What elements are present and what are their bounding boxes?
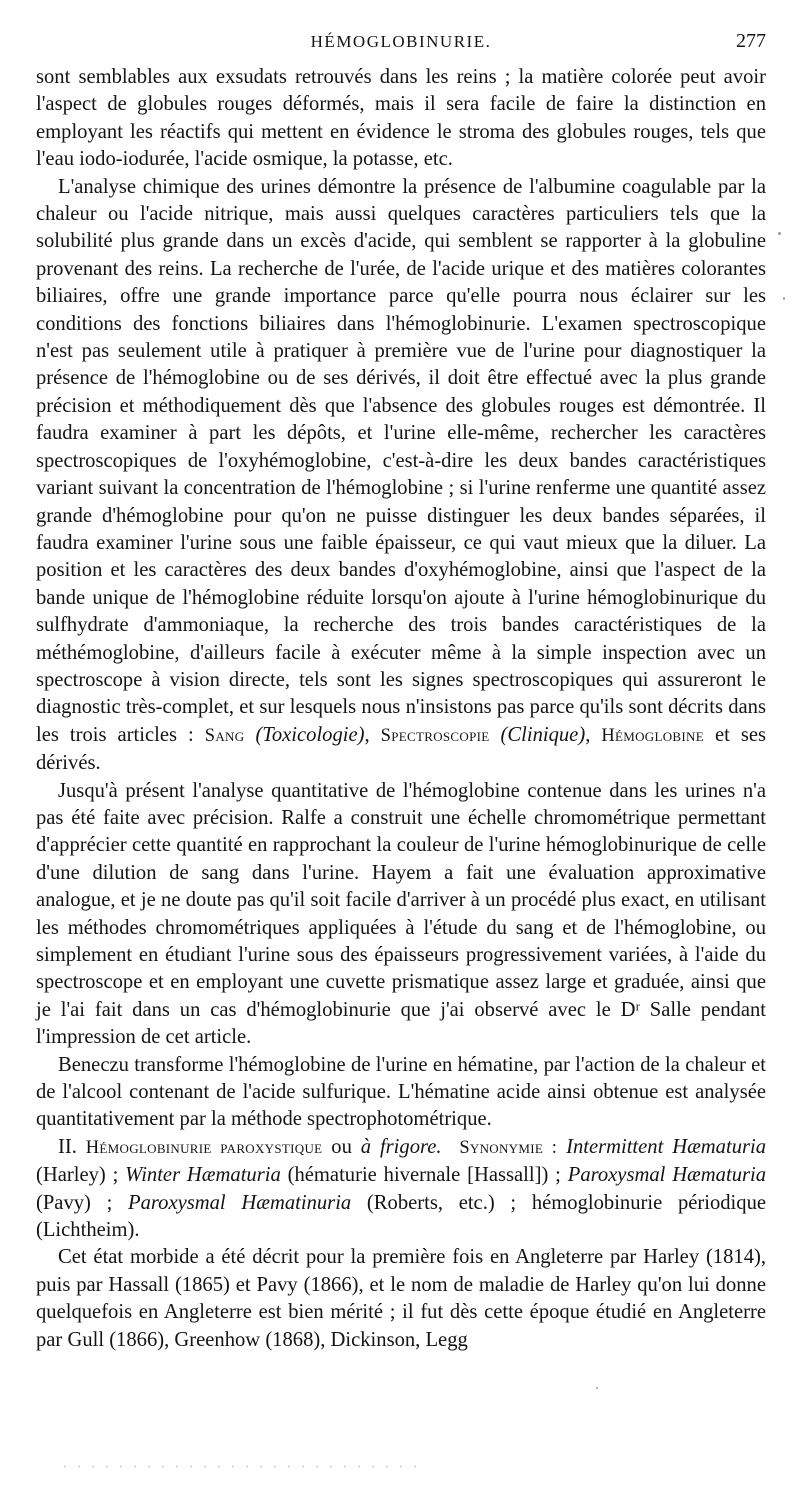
- synonymy-label: Synonymie :: [459, 1137, 558, 1158]
- paragraph-text: et ses dérivés.: [36, 723, 767, 775]
- paragraph-history: Cet état morbide a été décrit pour la première fois en Angleterre par Harley (1814), puis par Hassall (1865) et Pavy (1866), et le nom de maladie de Harley qu'on lui donne quelquefois en Angleterre est bien mérité ; il fut dès cette époque étudié en Angleterre par Gull (1866), Greenhow (1868), Dickinson, Legg: [36, 1246, 766, 1351]
- synonym-source: (Harley) ;: [36, 1164, 126, 1187]
- paragraph-beneczu: Beneczu transforme l'hémoglobine de l'urine en hématine, par l'action de la chaleur et de l'alcool contenant de l'acide sulfurique. L'hématine acide ainsi obtenue est analysée quantitativement par la méthode spectrophotométrique.: [36, 1053, 766, 1131]
- paragraph-quantitative-analysis: Jusqu'à présent l'analyse quantitative de l'hémoglobine contenue dans les urines n'a pas été faite avec précision. Ralfe a construit une échelle chromométrique permettant d'apprécier cette quantité en rapprochant la couleur de l'urine hémoglobinurique de celle d'une dilution de sang dans l'urine. Hayem a fait une évaluation approximative analogue, et je ne doute pas qu'il soit facile d'arriver à un procédé plus exact, en utilisant les méthodes chromométriques appliquées à l'étude du sang et de l'hémoglobine, ou simplement en étudiant l'urine sous des épaisseurs progressivement variées, à l'aide du spectroscope et en employant une cuvette prismatique assez large et graduée, ainsi que je l'ai fait dans un cas d'hémoglobinurie que j'ai observé avec le Dʳ Salle pendant l'impression de cet article.: [36, 779, 766, 1049]
- section-title: Hémoglobinurie paroxystique: [85, 1137, 323, 1158]
- cross-reference-clinique: (Clinique): [500, 723, 586, 746]
- margin-speck: [778, 232, 781, 235]
- paragraph-text: L'analyse chimique des urines démontre la présence de l'albumine coagulable par la chaleur ou l'acide nitrique, mais aussi quelques caractères particuliers tels que la solubilité plus grande dans un excès d'acide, qui semblent se rapporter à la globuline provenant des reins. La recherche de l'urée, de l'acide urique et des matières colorantes biliaires, offre une grande importance parce qu'elle pourra nous éclairer sur les conditions des fonctions biliaires dans l'hémoglobinurie. L'examen spectroscopique n'est pas seulement utile à pratiquer à première vue de l'urine pour diagnostiquer la présence de l'hémoglobine ou de ses dérivés, il doit être effectué avec la plus grande précision et méthodiquement dès que l'absence des globules rouges est démontrée. Il faudra examiner à part les dépôts, et l'urine elle-même, rechercher les caractères spectroscopiques de l'oxyhémoglobine, c'est-à-dire les deux bandes caractéristiques variant suivant la concentration de l'hémoglobine ; si l'urine renferme une quantité assez grande d'hémoglobine pour qu'on ne puisse distinguer les deux bandes séparées, il faudra examiner l'urine sous une faible épaisseur, ce qui vaut mieux que la diluer. La position et les caractères des deux bandes d'oxyhémoglobine, ainsi que l'aspect de la bande unique de l'hémoglobine réduite lorsqu'on ajoute à l'urine hémoglobinurique du sulfhydrate d'ammoniaque, la recherche des trois bandes caractéristiques de la méthémoglobine, d'ailleurs facile à exécuter même à la simple inspection avec un spectroscope à vision directe, tels sont les signes spectroscopiques qui assureront le diagnostic très-complet, et sur lesquels nous n'insistons pas parce qu'ils sont décrits dans les trois articles :: [36, 175, 766, 746]
- separator: ,: [364, 723, 381, 746]
- cross-reference-sang: Sang: [204, 725, 245, 746]
- synonym-term: Paroxysmal Hæmaturia: [567, 1164, 767, 1187]
- section-heading-paroxystique: [36, 1134, 766, 1245]
- running-title: HÉMOGLOBINURIE.: [310, 32, 492, 51]
- synonym-source: (Roberts, etc.) ; hémoglobinurie périodique (Lichtheim).: [36, 1191, 767, 1242]
- separator: ,: [585, 723, 602, 746]
- synonym-term: Intermittent Hæmaturia: [557, 1135, 767, 1158]
- running-header: [36, 30, 766, 58]
- synonym-term: Winter Hæmaturia: [125, 1164, 281, 1187]
- margin-speck: [596, 1387, 598, 1389]
- cross-reference-spectroscopie: Spectroscopie: [380, 725, 490, 746]
- cross-reference-toxicologie: (Toxicologie): [255, 723, 365, 746]
- section-title-italic: à frigore.: [360, 1135, 442, 1158]
- page-number: 277: [736, 30, 766, 52]
- paragraph-chemical-analysis: [36, 174, 766, 778]
- scan-artifact-dots: [58, 1465, 418, 1468]
- synonym-source: (Pavy) ;: [36, 1191, 129, 1214]
- section-text: ou: [322, 1135, 361, 1158]
- cross-reference-hemoglobine: Hémoglobine: [601, 725, 704, 746]
- paragraph-continued: sont semblables aux exsudats retrouvés dans les reins ; la matière colorée peut avoir l'aspect de globules rouges déformés, mais il sera facile de faire la distinction en employant les réactifs qui mettent en évidence le stroma des globules rouges, tels que l'eau iodo-iodurée, l'acide osmique, la potasse, etc.: [36, 66, 766, 171]
- spacer: [442, 1136, 460, 1158]
- synonym-term: Paroxysmal Hæmatinuria: [128, 1191, 352, 1214]
- document-page: [36, 30, 766, 1354]
- section-number: II.: [58, 1135, 86, 1158]
- margin-speck: [783, 297, 785, 300]
- synonym-source: (hématurie hivernale [Hassall]) ;: [280, 1164, 568, 1187]
